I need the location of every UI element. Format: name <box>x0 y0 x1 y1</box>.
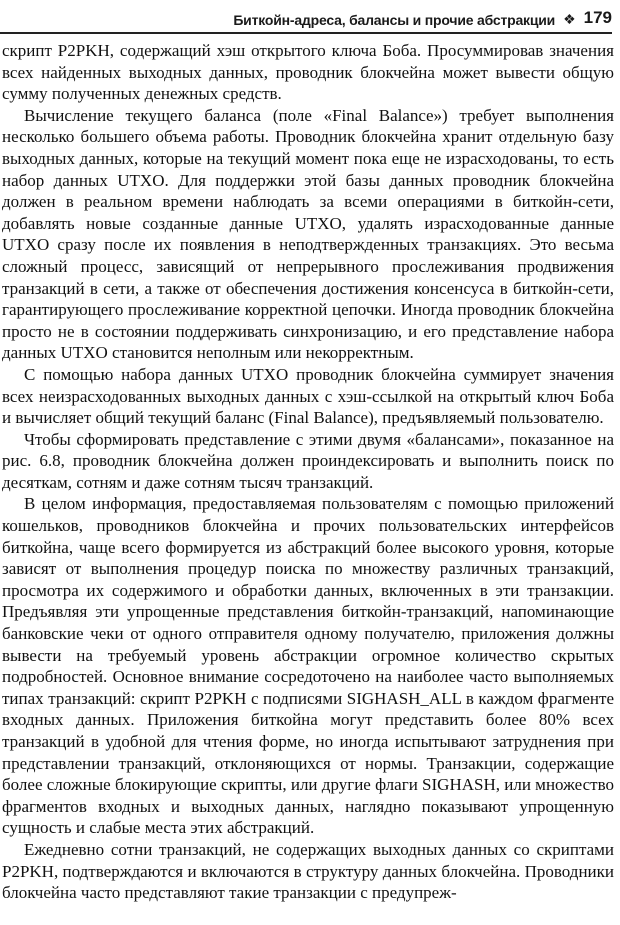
paragraph-utxo-sum: С помощью набора данных UTXO проводник блокчейна суммирует значения всех неизрасходованных выходных данных с хэш-ссылкой на открытый ключ Боба и вычисляет общий текущий баланс (Final Balance), предъявляемый пользователю. <box>2 364 614 428</box>
paragraph-two-balances: Чтобы сформировать представление с этими двумя «балансами», показанное на рис. 6.8, проводник блокчейна должен проиндексировать и выполнить поиск по десяткам, сотням и даже сотням тысяч транзакций. <box>2 429 614 492</box>
paragraph-daily-transactions: Ежедневно сотни транзакций, не содержащих выходных данных со скриптами P2PKH, подтверждаются и включаются в структуру данных блокчейна. Проводники блокчейна часто представляют такие транзакции с предупреж- <box>2 839 614 903</box>
page-number: 179 <box>583 8 612 27</box>
paragraph-final-balance: Вычисление текущего баланса (поле «Final Balance») требует выполнения несколько большего объема работы. Проводник блокчейна хранит отдельную базу выходных данных, которые на текущий момент пока еще не израсходованы, то есть набор данных UTXO. Для поддержки этой базы данных проводник блокчейна должен в реальном времени наблюдать за всеми операциями в биткойн-сети, добавлять новые созданные данные UTXO, удалять израсходованные данные UTXO сразу после их появления в неподтвержденных транзакциях. Это весьма сложный процесс, зависящий от непрерывного прослеживания продвижения транзакций в сети, а также от обеспечения достижения консенсуса в биткойн-сети, гарантирующего прослеживание корректной цепочки. Иногда проводник блокчейна просто не в состоянии поддерживать синхронизацию, и его представление набора данных UTXO становится неполным или некорректным. <box>2 105 614 363</box>
running-head-title: Биткойн-адреса, балансы и прочие абстракции <box>233 12 556 28</box>
running-head <box>0 6 612 34</box>
body-text <box>2 40 614 904</box>
diamond-ornament-icon: ❖ <box>563 11 576 27</box>
paragraph-abstractions: В целом информация, предоставляемая пользователям с помощью приложений кошельков, проводников блокчейна и прочих пользовательских интерфейсов биткойна, чаще всего формируется из абстракций более высокого уровня, которые зависят от выполнения процедур поиска по множеству различных транзакций, просмотра их содержимого и обработки данных, включенных в эти транзакции. Предъявляя эти упрощенные представления биткойн-транзакций, напоминающие банковские чеки от одного отправителя одному получателю, приложения должны вывести на требуемый уровень абстракции огромное количество скрытых подробностей. Основное внимание сосредоточено на наиболее часто выполняемых типах транзакций: скрипт P2PKH с подписями SIGHASH_ALL в каждом фрагменте входных данных. Приложения биткойна могут представить более 80% всех транзакций в удобной для чтения форме, но иногда испытывают затруднения при представлении транзакций, отклоняющихся от нормы. Транзакции, содержащие более сложные блокирующие скрипты, или другие флаги SIGHASH, или множество фрагментов входных и выходных данных, наглядно показывают упрощенную сущность и слабые места этих абстракций. <box>2 494 614 838</box>
paragraph-continuation: скрипт P2PKH, содержащий хэш открытого ключа Боба. Просуммировав значения всех найденных выходных данных, проводник блокчейна может вывести общую сумму полученных денежных средств. <box>2 41 614 104</box>
